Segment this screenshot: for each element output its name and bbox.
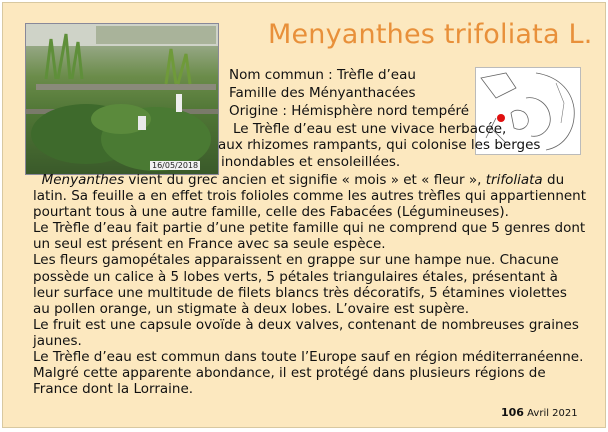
- info-family: Famille des Ményanthacées: [229, 85, 416, 101]
- paragraph-flowers: Les fleurs gamopétales apparaissent en grappe sur une hampe nue. Chacune possède un calice à 5 lobes verts, 5 pétales triangulaires étales, présentant à leur surface une multitude de filets blancs très décoratifs, 5 étamines violettes au pollen orange, un stigmate à deux lobes. L’ovaire est supère.: [33, 252, 567, 317]
- page: [2, 2, 606, 428]
- footer-date: Avril 2021: [527, 408, 578, 419]
- paragraph-fruit: Le fruit est une capsule ovoïde à deux valves, contenant de nombreuses graines jaunes.: [33, 316, 579, 349]
- intro-line-3: inondables et ensoleillées.: [221, 154, 401, 170]
- page-title: Menyanthes trifoliata L.: [268, 19, 593, 50]
- info-origin: Origine : Hémisphère nord tempéré: [229, 103, 470, 119]
- paragraph-etymology: Menyanthes vient du grec ancien et signifie « mois » et « fleur », trifoliata du latin. Sa feuille a en effet trois folioles comme les autres trèfles qui appartiennent pourtant tous à une autre famille, celle des Fabacées (Légumineuses).: [33, 172, 587, 221]
- species-epithet: trifoliata: [485, 172, 543, 188]
- plant-photo: [25, 23, 219, 175]
- page-number: 106: [501, 406, 524, 419]
- paragraph-family: Le Trèfle d’eau fait partie d’une petite famille qui ne comprend que 5 genres dont un seul est présent en France avec sa seule espèce.: [33, 220, 586, 253]
- info-common-name: Nom commun : Trèfle d’eau: [229, 67, 416, 83]
- paragraph-distribution: Le Trèfle d’eau est commun dans toute l’Europe sauf en région méditerranéenne. Malgré cette apparente abondance, il est protégé dans plusieurs régions de France dont la Lorraine.: [33, 349, 584, 398]
- intro-line-1: Le Trèfle d’eau est une vivace herbacée,: [233, 121, 507, 137]
- page-footer: [501, 406, 578, 419]
- body-text: [33, 172, 588, 397]
- intro-line-2: aux rhizomes rampants, qui colonise les berges: [218, 137, 541, 153]
- photo-date-stamp: 16/05/2018: [152, 161, 199, 170]
- photo-illustration: [26, 24, 218, 174]
- genus-name: Menyanthes: [41, 172, 125, 188]
